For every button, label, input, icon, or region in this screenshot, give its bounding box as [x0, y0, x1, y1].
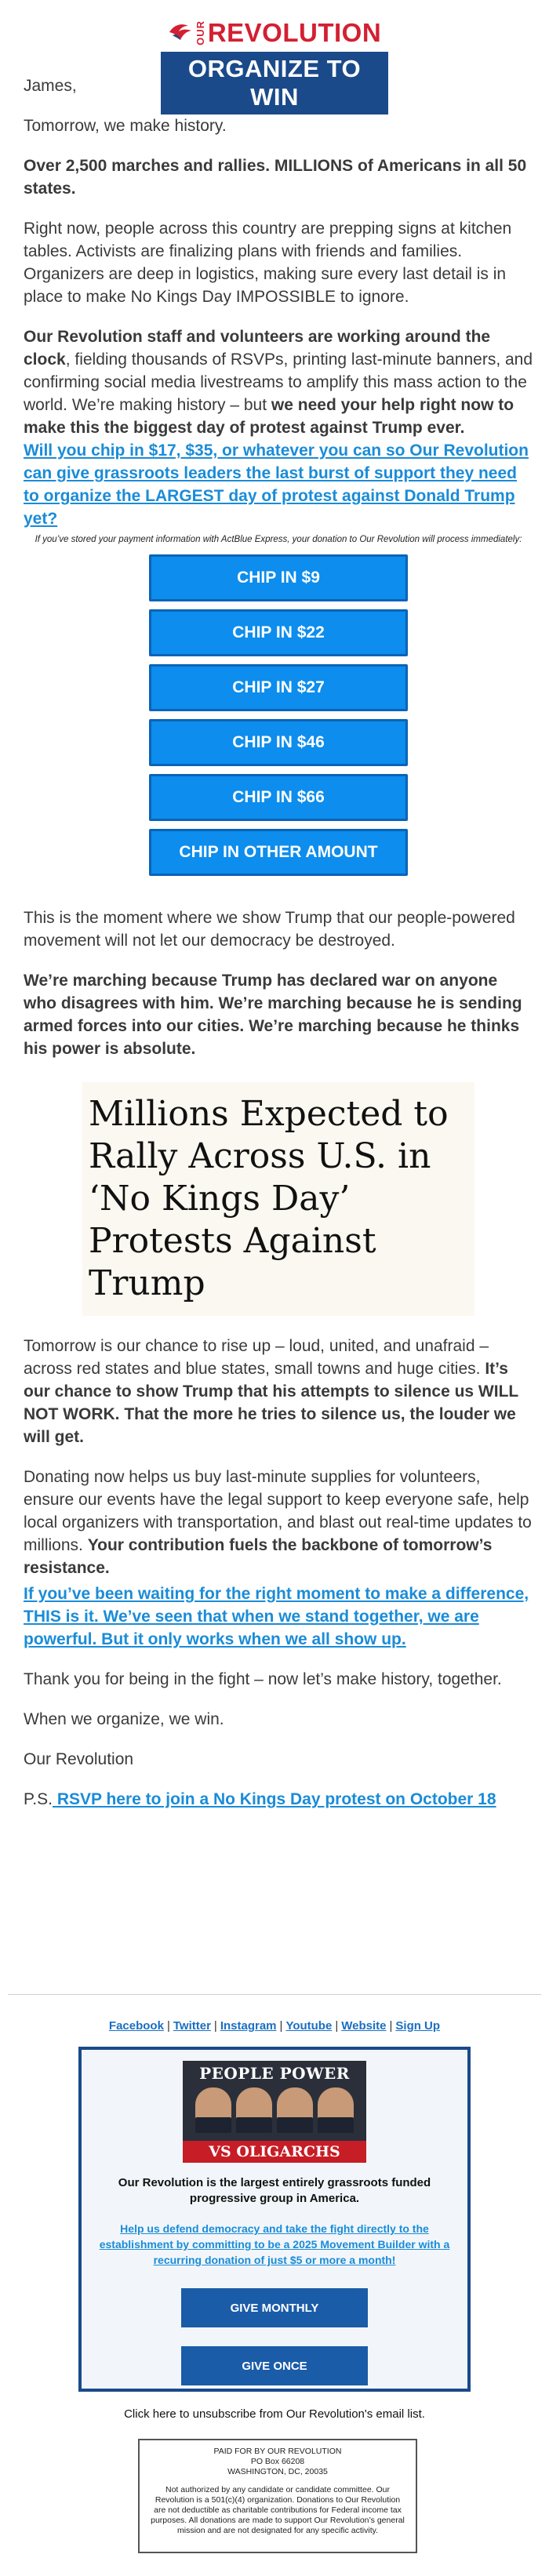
- portrait-1: [195, 2087, 231, 2133]
- paragraph-1: Tomorrow, we make history.: [24, 117, 227, 135]
- logo-bird-icon: [168, 20, 195, 47]
- legal-disclaimer: Not authorized by any candidate or candidate committee. Our Revolution is a 501(c)(4) organization. Donations to Our Revolution are not deductible as charitable contributions for Federal income tax purposes. All donations are made to support Our Revolution’s general mission and are not designated for any specific activity.: [151, 2485, 405, 2535]
- paragraph-4: [24, 325, 533, 439]
- movement-builder-promo: [78, 2047, 471, 2392]
- postscript: [24, 1788, 533, 1811]
- portrait-3: [277, 2087, 313, 2133]
- facebook-link[interactable]: Facebook: [108, 2019, 164, 2033]
- unsubscribe-link[interactable]: Click here to unsubscribe from Our Revolution's email list.: [124, 2407, 425, 2421]
- ps-prefix: P.S.: [24, 1790, 53, 1808]
- twitter-link[interactable]: Twitter: [173, 2019, 211, 2033]
- movement-builder-link[interactable]: Help us defend democracy and take the fight directly to the establishment by committing to be a 2025 Movement Builder with a recurring donation of just $5 or more a month!: [99, 2222, 450, 2266]
- footer-divider: [8, 1994, 541, 1995]
- paragraph-7-text: Tomorrow is our chance to rise up – loud, united, and unafraid – across red states and blue states, small towns and huge cities.: [24, 1337, 489, 1378]
- paid-for-disclaimer: [138, 2439, 417, 2553]
- instagram-link[interactable]: Instagram: [220, 2019, 277, 2033]
- greeting: James,: [24, 77, 77, 95]
- paid-line-3: WASHINGTON, DC, 20035: [227, 2467, 328, 2476]
- signoff: Our Revolution: [24, 1750, 134, 1768]
- paragraph-3: Right now, people across this country are prepping signs at kitchen tables. Activists are finalizing plans with friends and families. Organizers are deep in logistics, making sure every last detail is in place to make No Kings Day IMPOSSIBLE to ignore.: [24, 220, 512, 306]
- youtube-link[interactable]: Youtube: [285, 2019, 333, 2033]
- paragraph-4-text: , fielding thousands of RSVPs, printing last-minute banners, and confirming social media livestreams to amplify this mass action to the world. We’re making history – but: [24, 351, 533, 414]
- portrait-4: [318, 2087, 354, 2133]
- website-link[interactable]: Website: [341, 2019, 387, 2033]
- promo-title: Our Revolution is the largest entirely grassroots funded progressive group in America.: [118, 2176, 431, 2205]
- sign-up-link[interactable]: Sign Up: [395, 2019, 441, 2033]
- paragraph-6: We’re marching because Trump has declared war on anyone who disagrees with him. We’re marching because he is sending armed forces into our cities. We’re marching because he thinks his power is absolute.: [24, 972, 522, 1058]
- actblue-note: If you’ve stored your payment information with ActBlue Express, your donation to Our Revolution will process immediately:: [35, 535, 522, 544]
- paid-line-1: PAID FOR BY OUR REVOLUTION: [213, 2447, 342, 2456]
- chip-in-9-button[interactable]: CHIP IN $9: [149, 554, 408, 601]
- paragraph-7: [24, 1335, 533, 1448]
- banner-top-text: PEOPLE POWER: [199, 2064, 350, 2083]
- give-monthly-button[interactable]: GIVE MONTHLY: [181, 2288, 368, 2327]
- logo-revolution-text: REVOLUTION: [207, 18, 382, 47]
- chip-in-66-button[interactable]: CHIP IN $66: [149, 774, 408, 821]
- paragraph-5: This is the moment where we show Trump that our people-powered movement will not let our democracy be destroyed.: [24, 909, 515, 950]
- paragraph-11: When we organize, we win.: [24, 1710, 224, 1728]
- social-links: Facebook | Twitter | Instagram | Youtube | Website | Sign Up: [108, 2019, 441, 2033]
- banner-bottom-text: VS OLIGARCHS: [183, 2141, 366, 2163]
- people-power-banner: [183, 2061, 366, 2163]
- logo-our-text: OUR: [194, 20, 206, 45]
- paragraph-8: [24, 1466, 533, 1579]
- chip-in-22-button[interactable]: CHIP IN $22: [149, 609, 408, 656]
- give-once-button[interactable]: GIVE ONCE: [181, 2346, 368, 2385]
- chip-in-buttons: [24, 550, 533, 880]
- chip-in-46-button[interactable]: CHIP IN $46: [149, 719, 408, 766]
- paragraph-2: Over 2,500 marches and rallies. MILLIONS of Americans in all 50 states.: [24, 157, 527, 198]
- paragraph-8-text: Donating now helps us buy last-minute supplies for volunteers, ensure our events have the legal support to keep everyone safe, help local organizers with transportation, and blast out real-time updates to millions.: [24, 1468, 532, 1554]
- paragraph-4-bold-a: Our Revolution staff and volunteers are working around the clock: [24, 328, 491, 369]
- paragraph-8-bold: Your contribution fuels the backbone of tomorrow’s resistance.: [24, 1536, 493, 1577]
- news-headline-image: Millions Expected to Rally Across U.S. in ‘No Kings Day’ Protests Against Trump: [82, 1082, 474, 1316]
- logo-tagline: ORGANIZE TO WIN: [161, 52, 388, 114]
- chip-in-other-amount-button[interactable]: CHIP IN OTHER AMOUNT: [149, 829, 408, 876]
- paragraph-4-bold-b: we need your help right now to make this the biggest day of protest against Trump ever.: [24, 396, 514, 437]
- paragraph-7-bold: It’s our chance to show Trump that his attempts to silence us WILL NOT WORK. That the more he tries to silence us, the louder we will get.: [24, 1360, 518, 1446]
- rsvp-link[interactable]: RSVP here to join a No Kings Day protest on October 18: [52, 1790, 496, 1808]
- portrait-2: [236, 2087, 272, 2133]
- chip-in-ask-link[interactable]: Will you chip in $17, $35, or whatever you can so Our Revolution can give grassroots leaders the last burst of support they need to organize the LARGEST day of protest against Donald Trump yet?: [24, 441, 529, 528]
- right-moment-link[interactable]: If you’ve been waiting for the right moment to make a difference, THIS is it. We’ve seen that when we stand together, we are powerful. But it only works when we all show up.: [24, 1585, 529, 1648]
- paid-line-2: PO Box 66208: [250, 2457, 305, 2466]
- email-body: [24, 74, 533, 1828]
- chip-in-27-button[interactable]: CHIP IN $27: [149, 664, 408, 711]
- paragraph-10: Thank you for being in the fight – now let’s make history, together.: [24, 1670, 502, 1688]
